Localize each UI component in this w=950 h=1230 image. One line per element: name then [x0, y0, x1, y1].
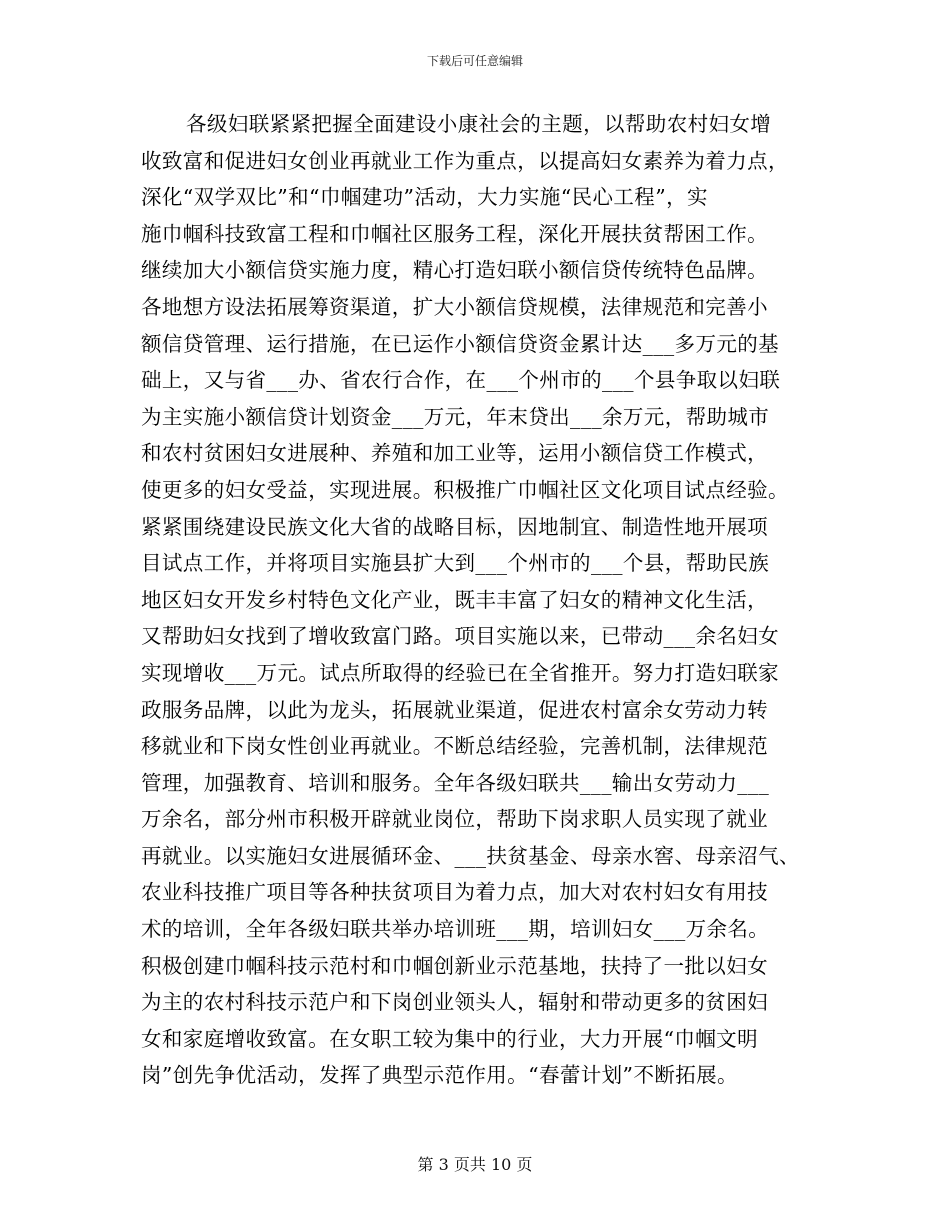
text-line: 深化“双学双比”和“巾帼建功”活动，大力实施“民心工程”，实	[141, 185, 708, 210]
text-line: 和农村贫困妇女进展种、养殖和加工业等，运用小额信贷工作模式，	[141, 441, 768, 466]
text-line: 术的培训，全年各级妇联共举办培训班___期，培训妇女___万余名。	[141, 917, 770, 942]
text-line: 积极创建巾帼科技示范村和巾帼创新业示范基地，扶持了一批以妇女	[141, 953, 768, 978]
text-line: 又帮助妇女找到了增收致富门路。项目实施以来，已带动___余名妇女	[141, 624, 780, 649]
text-line: 为主实施小额信贷计划资金___万元，年末贷出___余万元，帮助城市	[141, 404, 770, 429]
page-header-note: 下载后可任意编辑	[426, 54, 523, 68]
text-line: 紧紧围绕建设民族文化大省的战略目标，因地制宜、制造性地开展项	[141, 514, 768, 539]
text-line: 使更多的妇女受益，实现进展。积极推广巾帼社区文化项目试点经验。	[141, 477, 789, 502]
page-number: 第 3 页共 10 页	[417, 1155, 533, 1174]
text-line: 施巾帼科技致富工程和巾帼社区服务工程，深化开展扶贫帮困工作。	[141, 221, 768, 246]
text-line: 女和家庭增收致富。在女职工较为集中的行业，大力开展“巾帼文明	[141, 1026, 758, 1051]
text-line: 各级妇联紧紧把握全面建设小康社会的主题，以帮助农村妇女增	[186, 112, 772, 136]
text-line: 岗”创先争优活动，发挥了典型示范作用。“春蕾计划”不断拓展。	[141, 1063, 738, 1088]
text-line: 万余名，部分州市积极开辟就业岗位，帮助下岗求职人员实现了就业	[141, 807, 768, 832]
text-line: 再就业。以实施妇女进展循环金、___扶贫基金、母亲水窖、母亲沼气、	[141, 843, 800, 868]
text-line: 移就业和下岗女性创业再就业。不断总结经验，完善机制，法律规范	[141, 734, 768, 759]
text-line: 农业科技推广项目等各种扶贫项目为着力点，加大对农村妇女有用技	[141, 880, 768, 905]
text-line: 继续加大小额信贷实施力度，精心打造妇联小额信贷传统特色品牌。	[141, 258, 768, 283]
text-line: 额信贷管理、运行措施，在已运作小额信贷资金累计达___多万元的基	[141, 331, 780, 356]
text-line: 实现增收___万元。试点所取得的经验已在全省推开。努力打造妇联家	[141, 660, 780, 685]
text-line: 目试点工作，并将项目实施县扩大到___个州市的___个县，帮助民族	[141, 551, 770, 576]
text-line: 收致富和促进妇女创业再就业工作为重点，以提高妇女素养为着力点，	[141, 148, 789, 173]
text-line: 为主的农村科技示范户和下岗创业领头人，辐射和带动更多的贫困妇	[141, 990, 768, 1015]
text-line: 政服务品牌，以此为龙头，拓展就业渠道，促进农村富余女劳动力转	[141, 697, 768, 722]
document-body	[141, 106, 831, 1094]
text-line: 管理，加强教育、培训和服务。全年各级妇联共___输出女劳动力___	[141, 770, 770, 795]
text-line: 础上，又与省___办、省农行合作，在___个州市的___个县争取以妇联	[141, 368, 781, 393]
text-line: 地区妇女开发乡村特色文化产业，既丰丰富了妇女的精神文化生活，	[141, 587, 768, 612]
text-line: 各地想方设法拓展筹资渠道，扩大小额信贷规模，法律规范和完善小	[141, 294, 768, 319]
